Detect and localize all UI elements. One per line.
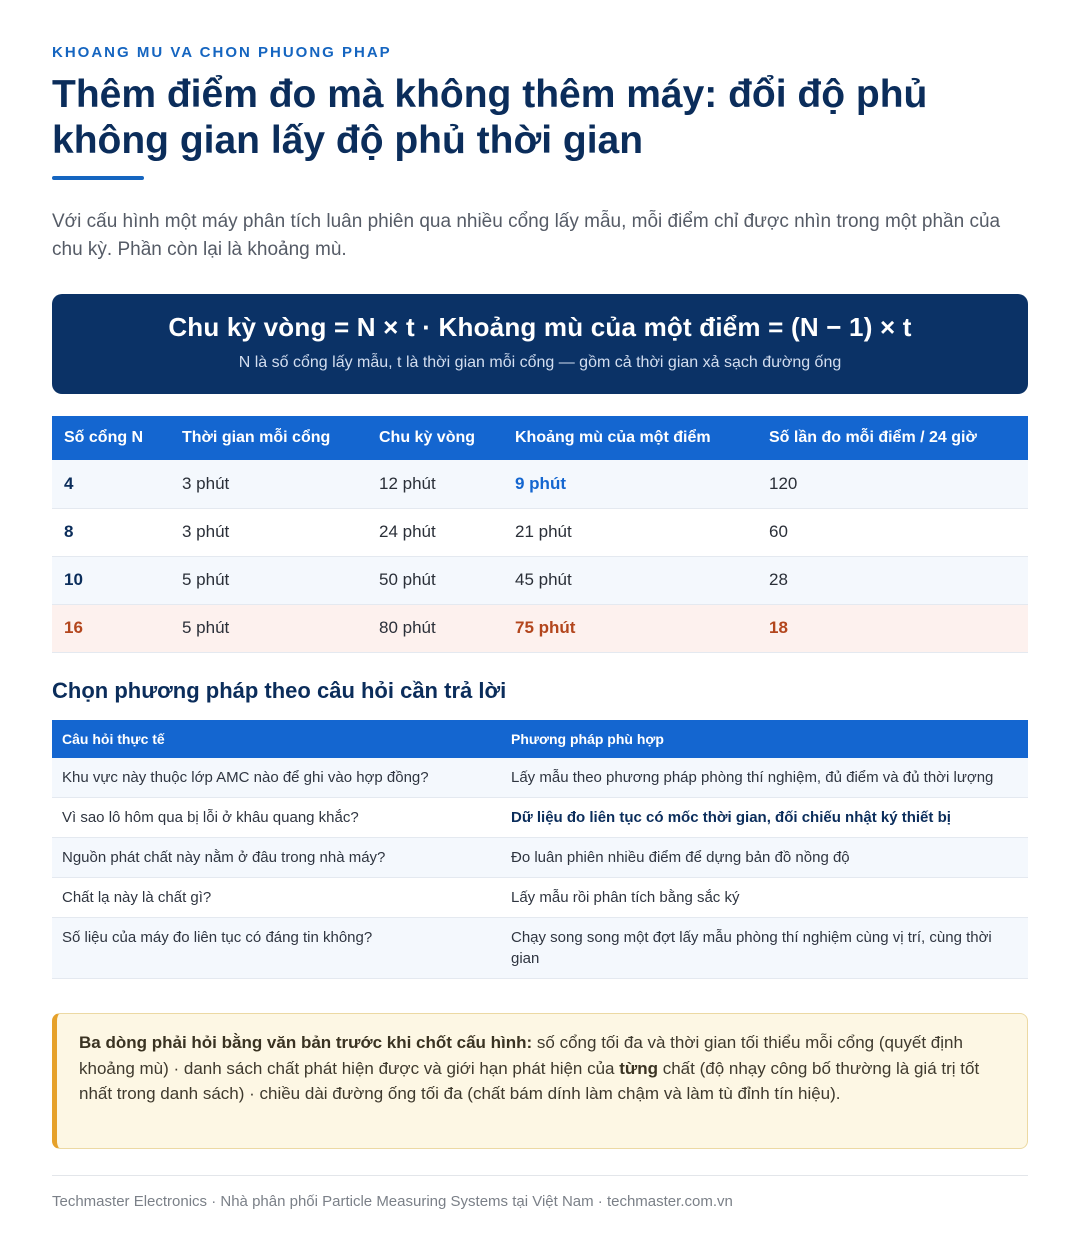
table-row	[52, 798, 1028, 838]
cell-cycle: 24 phút	[367, 508, 503, 556]
title-underline	[52, 176, 144, 180]
cell-measurements-per-day: 18	[757, 604, 1028, 652]
cell-cycle: 80 phút	[367, 604, 503, 652]
cell-blind-gap: 21 phút	[503, 508, 757, 556]
cell-ports: 10	[52, 556, 170, 604]
section-heading: Chọn phương pháp theo câu hỏi cần trả lời	[52, 678, 507, 703]
table-row	[52, 508, 1028, 556]
cell-ports: 8	[52, 508, 170, 556]
cell-cycle: 12 phút	[367, 460, 503, 508]
table-row	[52, 460, 1028, 508]
col-header-method: Phương pháp phù hợp	[501, 720, 1028, 758]
method-table-header	[52, 720, 1028, 758]
footer-text: Techmaster Electronics · Nhà phân phối Particle Measuring Systems tại Việt Nam · techmaster.com.vn	[52, 1193, 733, 1210]
table-row	[52, 556, 1028, 604]
note-lead: Ba dòng phải hỏi bằng văn bản trước khi chốt cấu hình:	[79, 1033, 533, 1052]
table-row	[52, 838, 1028, 878]
col-header-measurements-per-day: Số lần đo mỗi điểm / 24 giờ	[757, 416, 1028, 460]
cell-cycle: 50 phút	[367, 556, 503, 604]
table-row	[52, 758, 1028, 798]
cell-time-per-port: 3 phút	[170, 460, 367, 508]
cell-measurements-per-day: 60	[757, 508, 1028, 556]
cell-measurements-per-day: 28	[757, 556, 1028, 604]
cell-blind-gap: 45 phút	[503, 556, 757, 604]
formula-box	[52, 294, 1028, 394]
table-row	[52, 878, 1028, 918]
eyebrow-label: KHOANG MU VA CHON PHUONG PHAP	[52, 44, 392, 61]
method-table	[52, 720, 1028, 979]
note-callout	[52, 1013, 1028, 1149]
cell-method: Chạy song song một đợt lấy mẫu phòng thí nghiệm cùng vị trí, cùng thời gian	[501, 918, 1028, 979]
cell-method: Đo luân phiên nhiều điểm để dựng bản đồ nồng độ	[501, 838, 1028, 878]
cycle-table	[52, 416, 1028, 653]
formula-main: Chu kỳ vòng = N × t · Khoảng mù của một điểm = (N − 1) × t	[168, 312, 912, 342]
formula-subtitle: N là số cổng lấy mẫu, t là thời gian mỗi cổng — gồm cả thời gian xả sạch đường ống	[238, 354, 842, 371]
cell-question: Chất lạ này là chất gì?	[52, 878, 501, 918]
cell-method: Dữ liệu đo liên tục có mốc thời gian, đối chiếu nhật ký thiết bị	[501, 798, 1028, 838]
col-header-cycle: Chu kỳ vòng	[367, 416, 503, 460]
cell-question: Số liệu của máy đo liên tục có đáng tin không?	[52, 918, 501, 979]
cell-method: Lấy mẫu theo phương pháp phòng thí nghiệm, đủ điểm và đủ thời lượng	[501, 758, 1028, 798]
note-emphasis: từng	[619, 1058, 658, 1078]
cell-ports: 4	[52, 460, 170, 508]
footer-divider	[52, 1175, 1028, 1176]
cell-question: Khu vực này thuộc lớp AMC nào để ghi vào hợp đồng?	[52, 758, 501, 798]
col-header-blind-gap: Khoảng mù của một điểm	[503, 416, 757, 460]
page-title: Thêm điểm đo mà không thêm máy: đổi độ phủ không gian lấy độ phủ thời gian	[52, 73, 928, 162]
cell-method: Lấy mẫu rồi phân tích bằng sắc ký	[501, 878, 1028, 918]
cell-ports: 16	[52, 604, 170, 652]
cell-time-per-port: 5 phút	[170, 604, 367, 652]
cell-time-per-port: 5 phút	[170, 556, 367, 604]
cell-question: Nguồn phát chất này nằm ở đâu trong nhà máy?	[52, 838, 501, 878]
cell-time-per-port: 3 phút	[170, 508, 367, 556]
cell-blind-gap: 75 phút	[503, 604, 757, 652]
col-header-question: Câu hỏi thực tế	[52, 720, 501, 758]
cell-blind-gap: 9 phút	[503, 460, 757, 508]
col-header-ports: Số cổng N	[52, 416, 170, 460]
table-row	[52, 918, 1028, 979]
cell-question: Vì sao lô hôm qua bị lỗi ở khâu quang khắc?	[52, 798, 501, 838]
note-text-1: số cổng tối đa và thời gian tối thiểu mỗi cổng (quyết định khoảng mù) · danh sách chất phát hiện được và giới hạn phát hiện của	[79, 1033, 963, 1078]
table-row-highlighted	[52, 604, 1028, 652]
cell-measurements-per-day: 120	[757, 460, 1028, 508]
cycle-table-header	[52, 416, 1028, 460]
lead-paragraph: Với cấu hình một máy phân tích luân phiên qua nhiều cổng lấy mẫu, mỗi điểm chỉ được nhìn trong một phần của chu kỳ. Phần còn lại là khoảng mù.	[52, 211, 1001, 260]
col-header-time-per-port: Thời gian mỗi cổng	[170, 416, 367, 460]
note-text-2: chất (độ nhạy công bố thường là giá trị tốt nhất trong danh sách) · chiều dài đường ống tối đa (chất bám dính làm chậm và làm tù đỉnh tín hiệu).	[79, 1058, 980, 1103]
